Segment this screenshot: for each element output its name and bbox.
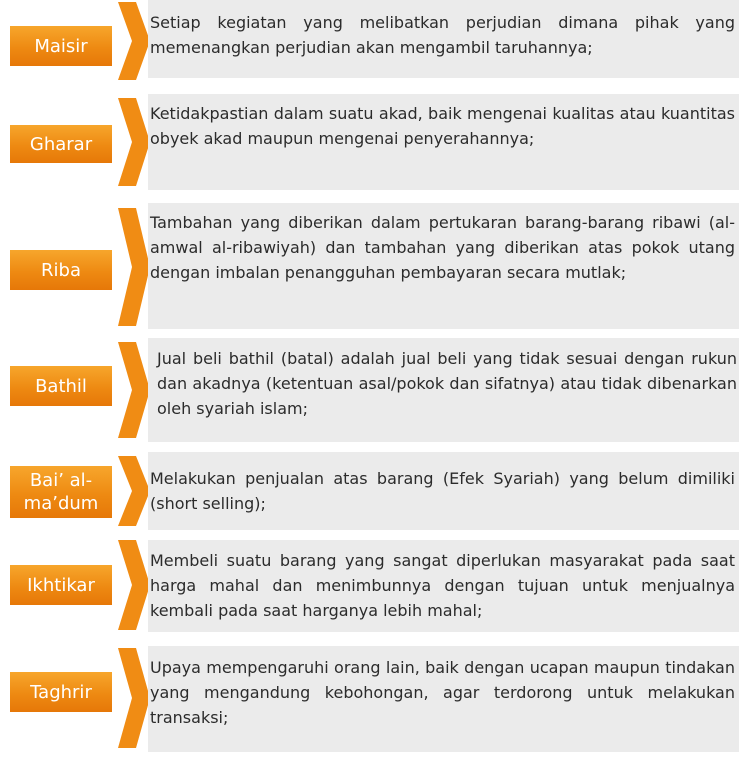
label-bathil	[10, 366, 112, 406]
label-text: Ikhtikar	[27, 574, 95, 596]
label-text: Bathil	[35, 375, 87, 397]
chevron-right-icon	[112, 342, 152, 438]
chevron-right-icon	[112, 540, 152, 630]
label-text: Riba	[41, 259, 81, 281]
label-taghrir	[10, 672, 112, 712]
chevron-right-icon	[112, 456, 152, 526]
description-gharar: Ketidakpastian dalam suatu akad, baik mengenai kualitas atau kuantitas obyek akad maupun mengenai penyerahannya;	[150, 104, 735, 148]
description-taghrir: Upaya mempengaruhi orang lain, baik dengan ucapan maupun tindakan yang mengandung kebohongan, agar terdorong untuk melakukan transaksi;	[150, 658, 735, 727]
chevron-right-icon	[112, 2, 152, 80]
chevron-right-icon	[112, 648, 152, 748]
chevron-right-icon	[112, 98, 152, 186]
label-text: Taghrir	[30, 681, 92, 703]
chevron-right-icon	[112, 208, 152, 326]
label-text: Gharar	[29, 133, 93, 155]
label-ikhtikar	[10, 565, 112, 605]
description-ikhtikar: Membeli suatu barang yang sangat diperlukan masyarakat pada saat harga mahal dan menimbunnya dengan tujuan untuk menjualnya kembali pada saat harganya lebih mahal;	[150, 551, 735, 620]
label-riba	[10, 250, 112, 290]
description-maisir: Setiap kegiatan yang melibatkan perjudian dimana pihak yang memenangkan perjudian akan mengambil taruhannya;	[150, 13, 735, 57]
label-maisir	[10, 26, 112, 66]
label-text: Maisir	[34, 35, 88, 57]
description-bathil: Jual beli bathil (batal) adalah jual beli yang tidak sesuai dengan rukun dan akadnya (ketentuan asal/pokok dan sifatnya) atau tidak dibenarkan oleh syariah islam;	[157, 349, 737, 418]
label-gharar	[10, 125, 112, 163]
description-bai-al-madum: Melakukan penjualan atas barang (Efek Syariah) yang belum dimiliki (short selling);	[150, 469, 735, 513]
label-bai-al-madum	[10, 466, 112, 518]
label-text: Bai’ al-ma’dum	[23, 470, 99, 514]
description-riba: Tambahan yang diberikan dalam pertukaran barang-barang ribawi (al-amwal al-ribawiyah) dan tambahan yang diberikan atas pokok utang dengan imbalan penangguhan pembayaran secara mutlak;	[150, 213, 735, 282]
